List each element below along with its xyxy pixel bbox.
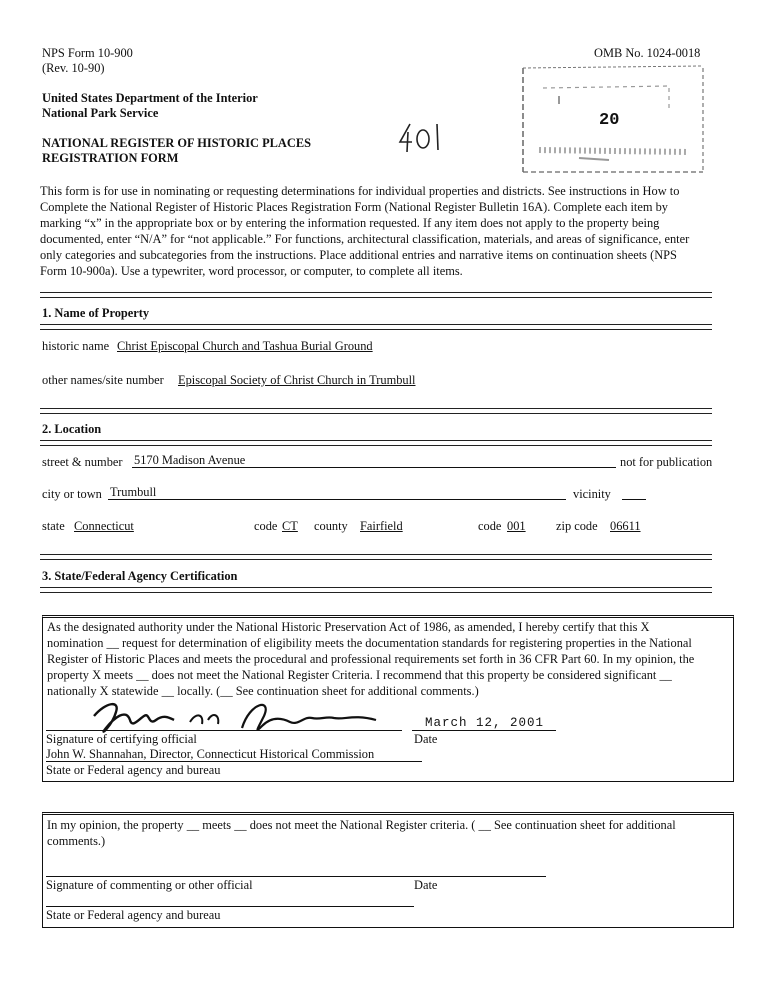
street-value[interactable]: 5170 Madison Avenue (134, 453, 246, 467)
county-code-label: code (478, 519, 502, 533)
section3-heading: 3. State/Federal Agency Certification (42, 569, 238, 583)
section-divider (40, 587, 712, 593)
vicinity-label: vicinity (573, 487, 611, 501)
state-value[interactable]: Connecticut (74, 519, 134, 533)
stamp-number: 20 (599, 111, 620, 130)
section-divider (40, 324, 712, 330)
section-divider (40, 554, 712, 560)
zip-value[interactable]: 06611 (610, 519, 641, 533)
section-divider (40, 292, 712, 298)
comment-agency-line[interactable] (46, 906, 414, 907)
zip-label: zip code (556, 519, 598, 533)
certification-line: nomination __ request for determination of eligibility meets the documentation standards for registering properties in the National (47, 636, 692, 650)
comment-text (47, 817, 676, 849)
section-divider (40, 440, 712, 446)
instructions-line: This form is for use in nominating or requesting determinations for individual properties and districts. See instructions in How to (40, 184, 680, 198)
state-code-value[interactable]: CT (282, 519, 298, 533)
handwritten-number (396, 118, 448, 156)
city-value[interactable]: Trumbull (110, 485, 157, 499)
instructions-line: marking “x” in the appropriate box or by entering the information requested. If any item does not apply to the property being (40, 216, 660, 230)
vicinity-checkbox-line[interactable] (622, 499, 646, 500)
certification-date[interactable]: March 12, 2001 (425, 716, 545, 730)
state-label: state (42, 519, 65, 533)
certification-line: property X meets __ does not meet the National Register Criteria. I recommend that this property be considered significant __ (47, 668, 672, 682)
form-subtitle: REGISTRATION FORM (42, 151, 179, 165)
comment-line: comments.) (47, 834, 106, 848)
form-number: NPS Form 10-900 (42, 46, 133, 60)
certification-text (47, 619, 727, 699)
street-underline (132, 467, 616, 468)
not-for-publication-label: not for publication (620, 455, 713, 469)
comment-agency-label: State or Federal agency and bureau (46, 908, 221, 922)
agency-label: State or Federal agency and bureau (46, 763, 221, 777)
city-underline (108, 499, 566, 500)
county-label: county (314, 519, 348, 533)
instructions-line: Complete the National Register of Historic Places Registration Form (National Register Bulletin 16A). Complete each item by (40, 200, 669, 214)
form-title: NATIONAL REGISTER OF HISTORIC PLACES (42, 136, 311, 150)
section-divider (40, 408, 712, 414)
certification-line: nationally X statewide __ locally. (__ See continuation sheet for additional comments.) (47, 684, 479, 698)
instructions (40, 183, 712, 279)
instructions-line: only categories and subcategories from the instructions. Place additional entries and narrative items on continuation sheets (NPS (40, 248, 677, 262)
omb-number: OMB No. 1024-0018 (594, 46, 701, 60)
date-label: Date (414, 732, 438, 746)
comment-signature-line[interactable] (46, 876, 546, 877)
county-code-value[interactable]: 001 (507, 519, 526, 533)
state-code-label: code (254, 519, 278, 533)
received-stamp (519, 64, 707, 176)
department-name: United States Department of the Interior (42, 91, 258, 105)
official-name-line (46, 761, 422, 762)
instructions-line: Form 10-900a). Use a typewriter, word processor, or computer, to complete all items. (40, 264, 463, 278)
city-label: city or town (42, 487, 102, 501)
date-line (412, 730, 556, 731)
comment-line: In my opinion, the property __ meets __ does not meet the National Register criteria. ( __ See continuation sheet for additional (47, 818, 676, 832)
section2-heading: 2. Location (42, 422, 102, 436)
form-revision: (Rev. 10-90) (42, 61, 105, 75)
county-value[interactable]: Fairfield (360, 519, 403, 533)
official-name: John W. Shannahan, Director, Connecticut Historical Commission (46, 747, 375, 761)
comment-signature-label: Signature of commenting or other official (46, 878, 253, 892)
signature-label: Signature of certifying official (46, 732, 197, 746)
instructions-line: documented, enter “N/A” for “not applicable.” For functions, architectural classification, materials, and areas of significance, enter (40, 232, 690, 246)
signature-line (46, 730, 402, 731)
historic-name-value[interactable]: Christ Episcopal Church and Tashua Burial Ground (117, 339, 373, 353)
certification-line: Register of Historic Places and meets the procedural and professional requirements set forth in 36 CFR Part 60. In my opinion, the (47, 652, 695, 666)
comment-date-label: Date (414, 878, 438, 892)
street-label: street & number (42, 455, 123, 469)
other-names-value[interactable]: Episcopal Society of Christ Church in Trumbull (178, 373, 416, 387)
service-name: National Park Service (42, 106, 159, 120)
certification-line: As the designated authority under the National Historic Preservation Act of 1986, as amended, I hereby certify that this X (47, 620, 650, 634)
historic-name-label: historic name (42, 339, 110, 353)
other-names-label: other names/site number (42, 373, 164, 387)
section1-heading: 1. Name of Property (42, 306, 150, 320)
